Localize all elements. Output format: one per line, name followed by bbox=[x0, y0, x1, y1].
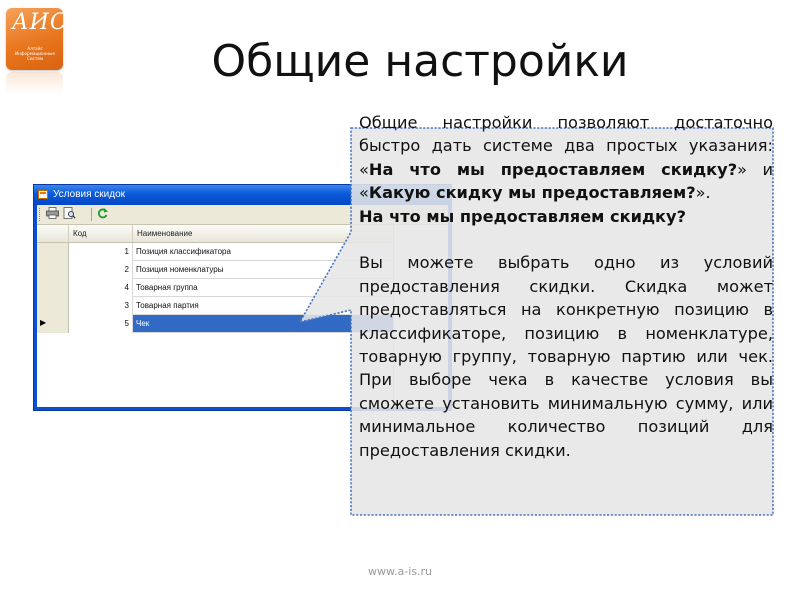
cell-code[interactable]: 1 bbox=[69, 243, 133, 261]
cell-name[interactable]: Чек bbox=[136, 319, 150, 328]
callout-intro bbox=[359, 111, 773, 205]
cell-code[interactable]: 5 bbox=[69, 315, 133, 333]
page-title: Общие настройки bbox=[211, 36, 629, 87]
callout-heading: На что мы предоставляем скидку? bbox=[359, 206, 686, 226]
paragraph-spacer bbox=[359, 228, 773, 251]
callout-body: Вы можете выбрать одно из условий предоставления скидки. Скидка может предоставляться на конкретную позицию в классификаторе, позицию в номенклатуре, товарную группу, товарную партию или чек. При выборе чека в качестве условия вы сможете установить минимальную сумму, или минимальное количество позиций для предоставления скидки. bbox=[359, 253, 773, 460]
logo-line-1: Алтайс bbox=[27, 46, 43, 51]
cell-name[interactable]: Товарная группа bbox=[136, 283, 198, 292]
cell-code[interactable]: 4 bbox=[69, 279, 133, 297]
intro-text-a: Общие настройки позволяют достаточно быстро дать системе два простых указания: « bbox=[359, 113, 773, 179]
footer-url: www.a-is.ru bbox=[368, 565, 432, 578]
cell-code[interactable]: 3 bbox=[69, 297, 133, 315]
callout-text bbox=[359, 111, 773, 462]
logo-line-2: Информационные bbox=[15, 51, 55, 56]
cell-name[interactable]: Позиция номенклатуры bbox=[136, 265, 224, 274]
window-title: Условия скидок bbox=[53, 189, 126, 200]
intro-text-c: » и « bbox=[359, 159, 773, 203]
logo-line-3: Систем bbox=[26, 56, 44, 61]
column-header-code[interactable]: Код bbox=[69, 225, 133, 242]
column-header-name[interactable]: Наименование bbox=[137, 229, 193, 238]
cell-name[interactable]: Позиция классификатора bbox=[136, 247, 231, 256]
intro-question-2: Какую скидку мы предоставляем? bbox=[368, 183, 696, 203]
cell-code[interactable]: 2 bbox=[69, 261, 133, 279]
cell-name[interactable]: Товарная партия bbox=[136, 301, 199, 310]
current-row-arrow-icon: ▶ bbox=[40, 318, 47, 327]
intro-text-d: ». bbox=[695, 183, 711, 203]
intro-question-1: На что мы предоставляем скидку? bbox=[368, 159, 738, 179]
logo-mark: АИС bbox=[12, 10, 68, 35]
